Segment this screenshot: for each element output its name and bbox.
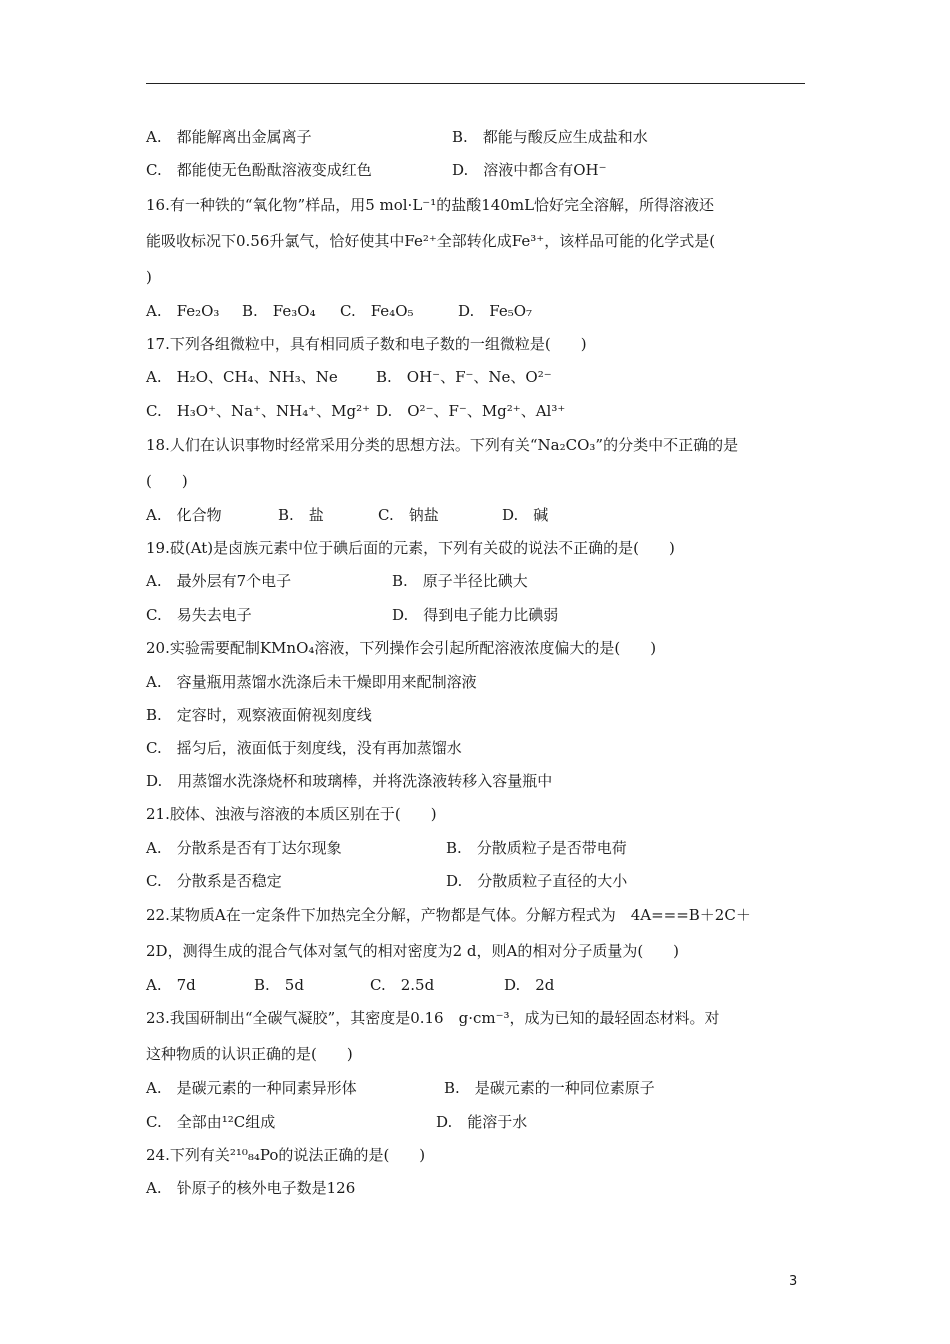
q18-option-d[interactable]: D. 碱 <box>502 506 549 524</box>
header-rule <box>146 83 805 84</box>
q19-option-d[interactable]: D. 得到电子能力比碘弱 <box>392 606 559 624</box>
q16-option-d[interactable]: D. Fe₅O₇ <box>458 302 533 320</box>
q20-option-a[interactable]: A. 容量瓶用蒸馏水洗涤后未干燥即用来配制溶液 <box>146 673 477 691</box>
q15-option-a[interactable]: A. 都能解离出金属离子 <box>146 128 312 146</box>
q22-stem-line2: 2D，测得生成的混合气体对氢气的相对密度为2 d，则A的相对分子质量为( ) <box>146 942 680 960</box>
q18-option-b[interactable]: B. 盐 <box>278 506 324 524</box>
q17-option-a[interactable]: A. H₂O、CH₄、NH₃、Ne <box>146 368 338 386</box>
page-number: 3 <box>789 1274 798 1289</box>
q23-stem-line1: 23.我国研制出“全碳气凝胶”，其密度是0.16 g·cm⁻³，成为已知的最轻固态材料。对 <box>146 1009 720 1027</box>
q20-stem: 20.实验需要配制KMnO₄溶液，下列操作会引起所配溶液浓度偏大的是( ) <box>146 639 657 657</box>
q18-option-a[interactable]: A. 化合物 <box>146 506 222 524</box>
q16-stem-line1: 16.有一种铁的“氧化物”样品，用5 mol·L⁻¹的盐酸140mL恰好完全溶解，所得溶液还 <box>146 196 715 214</box>
q23-option-b[interactable]: B. 是碳元素的一种同位素原子 <box>444 1079 655 1097</box>
q16-option-b[interactable]: B. Fe₃O₄ <box>242 302 316 320</box>
q19-option-a[interactable]: A. 最外层有7个电子 <box>146 572 292 590</box>
q19-option-c[interactable]: C. 易失去电子 <box>146 606 252 624</box>
q16-option-c[interactable]: C. Fe₄O₅ <box>340 302 414 320</box>
q23-option-d[interactable]: D. 能溶于水 <box>436 1113 528 1131</box>
q21-option-a[interactable]: A. 分散系是否有丁达尔现象 <box>146 839 342 857</box>
q17-option-d[interactable]: D. O²⁻、F⁻、Mg²⁺、Al³⁺ <box>376 402 566 420</box>
q16-option-a[interactable]: A. Fe₂O₃ <box>146 302 220 320</box>
q18-stem-line1: 18.人们在认识事物时经常采用分类的思想方法。下列有关“Na₂CO₃”的分类中不正确的是 <box>146 436 739 454</box>
q21-stem: 21.胶体、浊液与溶液的本质区别在于( ) <box>146 805 437 823</box>
q24-stem: 24.下列有关²¹⁰₈₄Po的说法正确的是( ) <box>146 1146 426 1164</box>
q21-option-d[interactable]: D. 分散质粒子直径的大小 <box>446 872 628 890</box>
q22-option-b[interactable]: B. 5d <box>254 976 304 994</box>
q22-option-c[interactable]: C. 2.5d <box>370 976 435 994</box>
q20-option-c[interactable]: C. 摇匀后，液面低于刻度线，没有再加蒸馏水 <box>146 739 462 757</box>
q19-option-b[interactable]: B. 原子半径比碘大 <box>392 572 528 590</box>
q23-option-c[interactable]: C. 全部由¹²C组成 <box>146 1113 276 1131</box>
q17-option-c[interactable]: C. H₃O⁺、Na⁺、NH₄⁺、Mg²⁺ <box>146 402 371 420</box>
q23-option-a[interactable]: A. 是碳元素的一种同素异形体 <box>146 1079 357 1097</box>
q21-option-b[interactable]: B. 分散质粒子是否带电荷 <box>446 839 627 857</box>
q17-option-b[interactable]: B. OH⁻、F⁻、Ne、O²⁻ <box>376 368 552 386</box>
q18-option-c[interactable]: C. 钠盐 <box>378 506 439 524</box>
q22-stem-line1: 22.某物质A在一定条件下加热完全分解，产物都是气体。分解方程式为 4A===B＋2C＋ <box>146 906 751 924</box>
q22-option-a[interactable]: A. 7d <box>146 976 196 994</box>
q18-stem-line2: ( ) <box>146 472 188 490</box>
q16-stem-line2: 能吸收标况下0.56升氯气，恰好使其中Fe²⁺全部转化成Fe³⁺，该样品可能的化学式是( <box>146 232 716 250</box>
q24-option-a[interactable]: A. 钋原子的核外电子数是126 <box>146 1179 356 1197</box>
q20-option-b[interactable]: B. 定容时，观察液面俯视刻度线 <box>146 706 372 724</box>
q15-option-b[interactable]: B. 都能与酸反应生成盐和水 <box>452 128 648 146</box>
q20-option-d[interactable]: D. 用蒸馏水洗涤烧杯和玻璃棒，并将洗涤液转移入容量瓶中 <box>146 772 553 790</box>
q16-stem-line3: ) <box>146 268 152 286</box>
q17-stem: 17.下列各组微粒中，具有相同质子数和电子数的一组微粒是( ) <box>146 335 587 353</box>
q21-option-c[interactable]: C. 分散系是否稳定 <box>146 872 282 890</box>
q15-option-c[interactable]: C. 都能使无色酚酞溶液变成红色 <box>146 161 372 179</box>
q23-stem-line2: 这种物质的认识正确的是( ) <box>146 1045 353 1063</box>
q15-option-d[interactable]: D. 溶液中都含有OH⁻ <box>452 161 607 179</box>
q22-option-d[interactable]: D. 2d <box>504 976 555 994</box>
q19-stem: 19.砹(At)是卤族元素中位于碘后面的元素，下列有关砹的说法不正确的是( ) <box>146 539 675 557</box>
